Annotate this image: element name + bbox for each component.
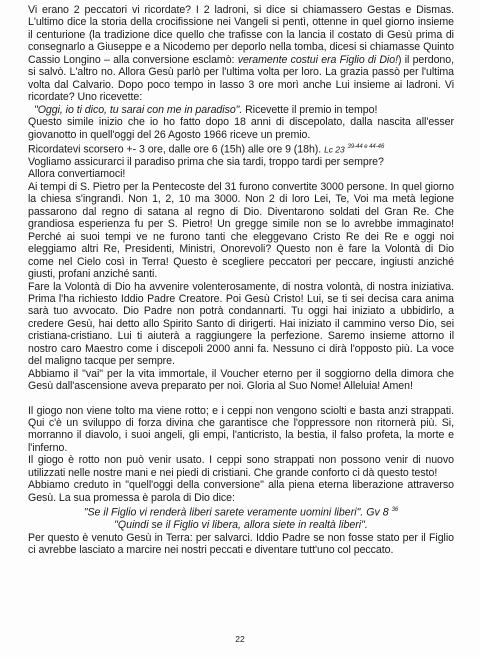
paragraph-thieves-text-a: Vi erano 2 peccatori vi ricordate? I 2 ladroni, si dice si chiamassero Gestas e Dismas. L'ultimo dice la storia della crocifissione nei Vangeli si pentì, ottenne in quel giorno insieme il centurione (la tradizione dice quello che trafisse con la lancia il costato di Gesù prima di consegnarlo a Giuseppe e a Nicodemo per deporlo nella tomba, dicesi si chiamasse Quinto Cassio Longino – alla conversione esclamò:: [28, 4, 454, 66]
paragraph-believed: Abbiamo creduto in "quell'oggi della conversione" alla piena eterna liberazione attraverso Gesù. La sua promessa è parola di Dio dice:: [28, 479, 454, 504]
paragraph-convert: Allora convertiamoci!: [28, 168, 126, 181]
paragraph-assure-paradise: Vogliamo assicurarci il paradiso prima che sia tardi, troppo tardi per sempre?: [28, 155, 384, 168]
john-reference-verse: 36: [391, 507, 399, 514]
paradise-quote-tail: Ricevette il premio in tempo!: [242, 103, 378, 116]
luke-reference-verses: 39-44 e 44-46: [347, 143, 385, 150]
paragraph-hours-text: Ricordatevi scorsero +- 3 ore, dalle ore 6 (15h) alle ore 9 (18h).: [28, 143, 325, 156]
paragraph-thieves-text-b: ) il perdono, si salvò. L'altro no. Allora Gesù parlò per l'ultima volta per loro. La grazia passò per l'ultima volta dal Calvario. Dopo poco tempo in lasso 3 ore morì anche Lui insieme ai ladroni. Vi ricordate? Uno ricevette:: [28, 53, 454, 104]
luke-reference: Lc 23: [324, 144, 345, 155]
paragraph-voucher: Abbiamo il "vai" per la vita immortale, il Voucher eterno per il soggiorno della dimora che Gesù dall'ascensione aveva preparato per noi. Gloria al Suo Nome! Alleluia! Amen!: [28, 367, 454, 393]
paragraph-will-of-god: Fare la Volontà di Dio ha avvenire volenterosamente, di nostra volontà, di nostra iniziativa. Prima l'ha richiesto Iddio Padre Creatore. Poi Gesù Cristo! Lui, se ti sei decisa cara anima sarà tuo avvocato. Dio Padre non potrà condannarti. Tu oggi hai iniziato a ubbidirlo, a credere Gesù, hai detto allo Spirito Santo di dirigerti. Hai iniziato il cammino verso Dio, sei cristiana-cristiano. Lui ti aiuterà a raggiungere la perfezione. Saremo insieme attorno il nostro caro Maestro come i discepoli 2000 anni fa. Nessuno ci dirà l'opposto più. La voce del maligno tacque per sempre.: [28, 280, 454, 368]
paragraph-pentecost: Ai tempi di S. Pietro per la Pentecoste del 31 furono convertite 3000 persone. In quel giorno la chiesa s'ingrandì. Non 1, 2, 10 ma 3000. Non 2 di loro Lei, Te, Voi ma metà legione passarono dal regno di satana al regno di Dio. Diventarono soldati del Gran Re. Che grandiosa esperienza fu per S. Pietro! Un gregge simile non se lo avrebbe immaginato! Perché ai suoi tempi ve ne furono tanti che eleggevano Cristo Re dei Re e oggi noi eleggiamo altri Re, Presidenti, Ministri, Onorevoli? Questo non è fare la Volontà di Dio come nel Cielo così in Terra! Questo è scegliere peccatori per peccare, ingiusti anziché giusti, profani anziché santi.: [28, 180, 454, 281]
page-number: 22: [235, 634, 245, 644]
paragraph-thieves: [28, 4, 454, 104]
paragraph-yoke-broken: Il giogo non viene tolto ma viene rotto; e i ceppi non vengono sciolti e basta anzi strappati. Qui c'è un sviluppo di forza divina che garantisce che l'oppressore non ritornerà più. Si, morranno il diavolo, i suoi angeli, gli empi, l'anticristo, la bestia, il falso profeta, la morte e l'inferno.: [28, 404, 454, 454]
paragraph-yoke-comfort: Il giogo è rotto non può venir usato. I ceppi sono strappati non possono venir di nuovo utilizzati nelle nostre mani e nei piedi di cristiani. Che grande conforto ci dà questo testo!: [28, 454, 454, 479]
paradise-quote: "Oggi, io ti dico, tu sarai con me in paradiso".: [34, 103, 243, 116]
section-spacer: [28, 393, 454, 405]
freedom-quote: "Quindi se il Figlio vi libera, allora siete in realtà liberi".: [114, 519, 368, 532]
paragraph-discipleship: Questo simile inizio che io ho fatto dopo 18 anni di discepolato, dalla nascita all'esser giovanotto in quell'oggi del 26 Agosto 1966 riceve un premio.: [28, 116, 454, 141]
john-quote: "Se il Figlio vi renderà liberi sarete veramente uomini liberi".: [83, 506, 367, 519]
paradise-quote-line: [28, 104, 454, 116]
paragraph-why-jesus-came: Per questo è venuto Gesù in Terra: per salvarci. Iddio Padre se non fosse stato per il Figlio ci avrebbe lasciato a marcire nei nostri peccati e diventare tutt'uno col peccato.: [28, 531, 454, 557]
centurion-quote: veramente costui era Figlio di Dio!: [237, 53, 398, 66]
john-reference: Gv 8: [366, 506, 389, 519]
john-quote-line: [28, 504, 454, 519]
paragraph-hours: [28, 141, 454, 156]
